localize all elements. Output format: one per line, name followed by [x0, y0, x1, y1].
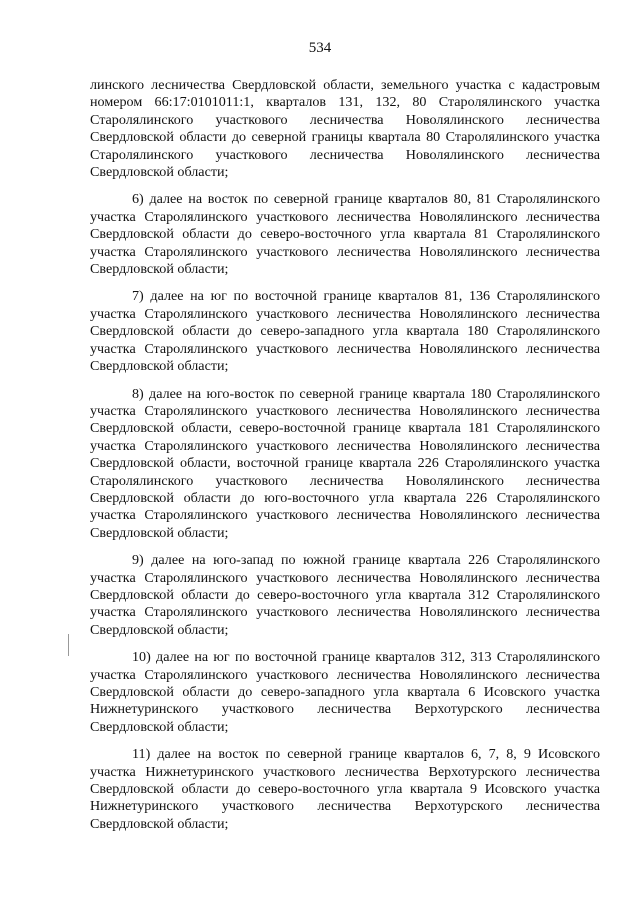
- paragraph-item-8: 8) далее на юго-восток по северной границе квартала 180 Старолялинского участка Старолялинского участкового лесничества Новолялинского лесничества Свердловской области, северо-восточной границе квартала 181 Старолялинского участка Старолялинского участкового лесничества Новолялинского лесничества Свердловской области, восточной границе квартала 226 Старолялинского участка Старолялинского участкового лесничества Новолялинского лесничества Свердловской области до юго-восточного угла квартала 226 Старолялинского участка Старолялинского участкового лесничества Новолялинского лесничества Свердловской области;: [90, 385, 600, 541]
- paragraph-item-11: 11) далее на восток по северной границе кварталов 6, 7, 8, 9 Исовского участка Нижнетуринского участкового лесничества Верхотурского лесничества Свердловской области до северо-восточного угла квартала 9 Исовского участка Нижнетуринского участкового лесничества Верхотурского лесничества Свердловской области;: [90, 746, 600, 832]
- paragraph-item-10: 10) далее на юг по восточной границе кварталов 312, 313 Старолялинского участка Старолялинского участкового лесничества Новолялинского лесничества Свердловской области до северо-западного угла квартала 6 Исовского участка Нижнетуринского участкового лесничества Верхотурского лесничества Свердловской области;: [90, 649, 600, 735]
- paragraph-item-7: 7) далее на юг по восточной границе кварталов 81, 136 Старолялинского участка Старолялинского участкового лесничества Новолялинского лесничества Свердловской области до северо-западного угла квартала 180 Старолялинского участка Старолялинского участкового лесничества Новолялинского лесничества Свердловской области;: [90, 288, 600, 375]
- paragraph-continuation: линского лесничества Свердловской области, земельного участка с кадастровым номером 66:17:0101011:1, кварталов 131, 132, 80 Старолялинского участка Старолялинского участкового лесничества Новолялинского лесничества Свердловской области до северной границы квартала 80 Старолялинского участка Старолялинского участкового лесничества Новолялинского лесничества Свердловской области;: [90, 77, 600, 181]
- paragraph-item-9: 9) далее на юго-запад по южной границе квартала 226 Старолялинского участка Старолялинского участкового лесничества Новолялинского лесничества Свердловской области до северо-восточного угла квартала 312 Старолялинского участка Старолялинского участкового лесничества Новолялинского лесничества Свердловской области;: [90, 552, 600, 638]
- document-body: [90, 77, 600, 843]
- paragraph-item-6: 6) далее на восток по северной границе кварталов 80, 81 Старолялинского участка Старолялинского участкового лесничества Новолялинского лесничества Свердловской области до северо-восточного угла квартала 81 Старолялинского участка Старолялинского участкового лесничества Новолялинского лесничества Свердловской области;: [90, 191, 600, 278]
- page-number: 534: [308, 40, 332, 56]
- scan-margin-mark: [68, 634, 69, 656]
